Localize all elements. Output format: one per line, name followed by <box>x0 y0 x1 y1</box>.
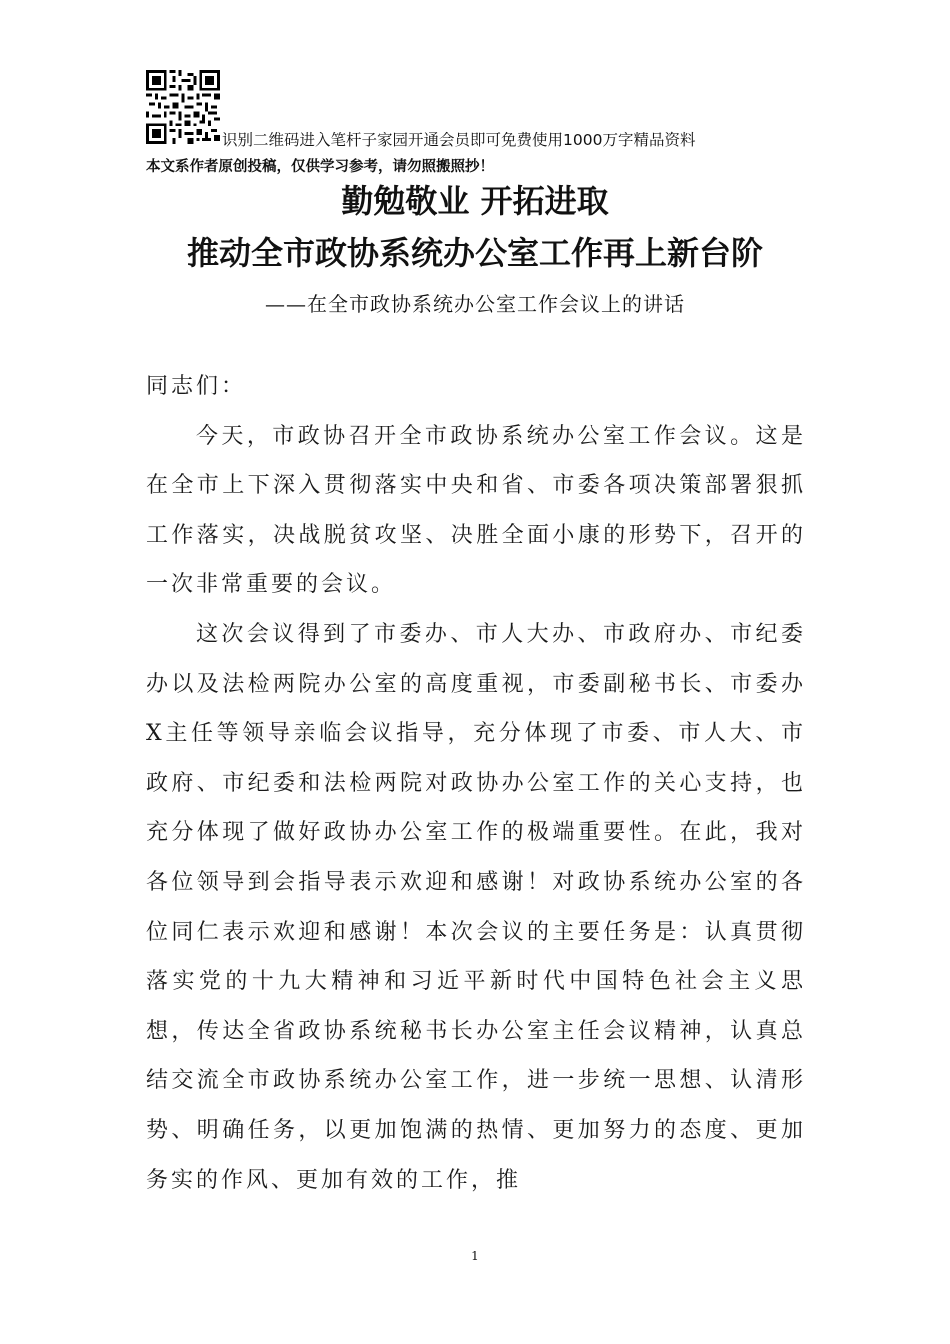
document-body <box>146 362 806 1205</box>
salutation: 同志们： <box>146 374 247 399</box>
qr-code-icon <box>146 70 220 144</box>
document-subtitle: ——在全市政协系统办公室工作会议上的讲话 <box>265 292 685 316</box>
member-notice: 识别二维码进入笔杆子家园开通会员即可免费使用1000万字精品资料 <box>222 131 696 149</box>
disclaimer: 本文系作者原创投稿，仅供学习参考，请勿照搬照抄！ <box>146 159 494 175</box>
paragraph: 这次会议得到了市委办、市人大办、市政府办、市纪委办以及法检两院办公室的高度重视，市委副秘书长、市委办X主任等领导亲临会议指导，充分体现了市委、市人大、市政府、市纪委和法检两院对政协办公室工作的关心支持，也充分体现了做好政协办公室工作的极端重要性。在此，我对各位领导到会指导表示欢迎和感谢！对政协系统办公室的各位同仁表示欢迎和感谢！本次会议的主要任务是：认真贯彻落实党的十九大精神和习近平新时代中国特色社会主义思想，传达全省政协系统秘书长办公室主任会议精神，认真总结交流全市政协系统办公室工作，进一步统一思想、认清形势、明确任务，以更加饱满的热情、更加努力的态度、更加务实的作风、更加有效的工作，推 <box>146 621 806 1193</box>
page-number: 1 <box>471 1249 479 1263</box>
document-title-line2: 推动全市政协系统办公室工作再上新台阶 <box>186 234 763 272</box>
paragraph: 今天，市政协召开全市政协系统办公室工作会议。这是在全市上下深入贯彻落实中央和省、市委各项决策部署狠抓工作落实，决战脱贫攻坚、决胜全面小康的形势下，召开的一次非常重要的会议。 <box>146 423 806 598</box>
document-title-line1: 勤勉敬业 开拓进取 <box>341 182 609 220</box>
